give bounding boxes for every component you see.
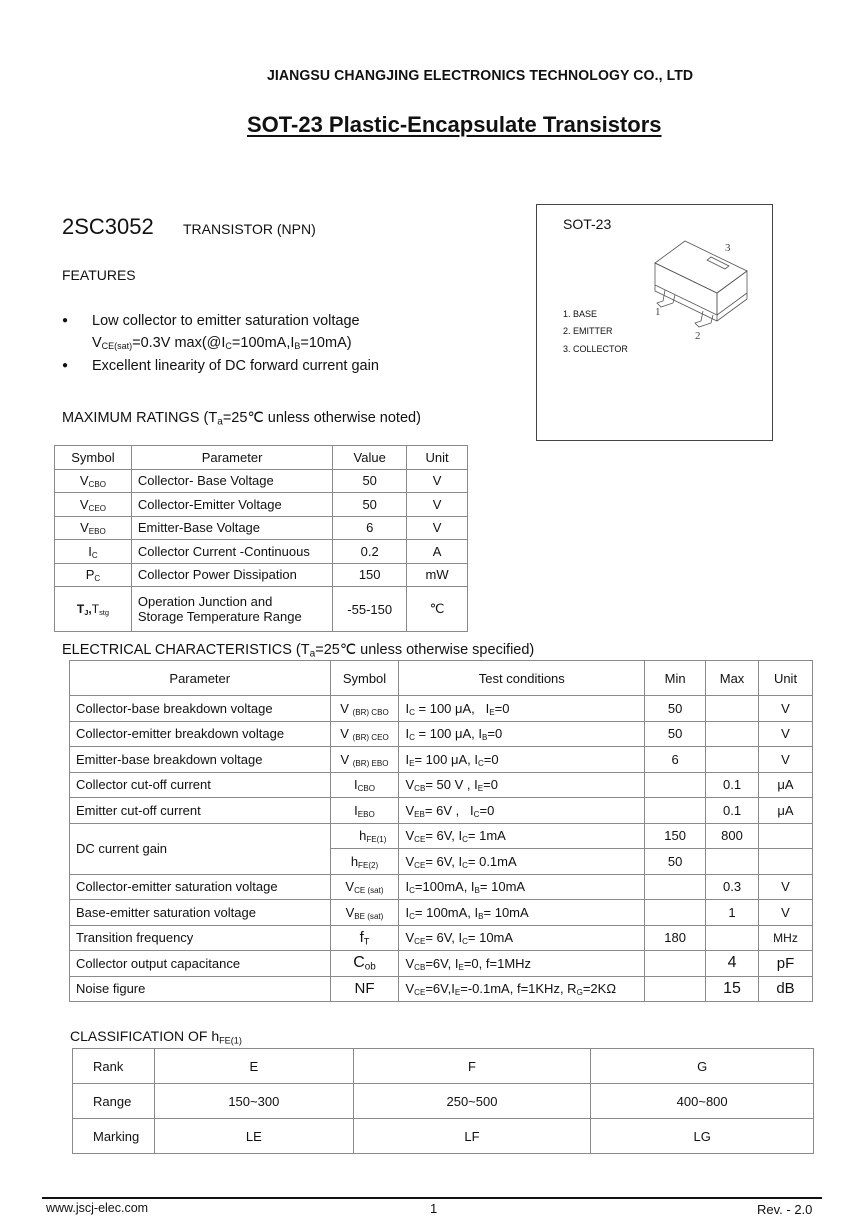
feature-item-detail: $V_{CE(sat)}=0.3V$ $\max(@I_C=100mA,I_B=10mA)$ — [92, 335, 352, 352]
unit-cell: MHz — [759, 925, 813, 951]
table-row — [73, 1119, 814, 1154]
parameter-cell: Collector output capacitance — [70, 951, 331, 977]
unit-cell: V — [759, 721, 813, 747]
unit-cell: mW — [407, 563, 468, 587]
sot23-package-icon — [637, 233, 767, 343]
parameter-cell: Collector- Base Voltage — [131, 469, 332, 493]
conditions-cell: $I_C=100mA$, $I_B= 10mA$ — [399, 874, 645, 900]
max-ratings-table — [54, 445, 468, 632]
max-cell — [706, 747, 759, 773]
col-header: Unit — [407, 446, 468, 470]
range-cell: 400~800 — [591, 1084, 814, 1119]
unit-cell: pF — [759, 951, 813, 977]
col-header: Parameter — [70, 661, 331, 696]
max-cell: 4 — [706, 951, 759, 977]
pin-3-label: 3 — [725, 242, 731, 254]
feature-item: Low collector to emitter saturation voltage — [92, 313, 360, 329]
table-row — [55, 587, 468, 632]
classification-table — [72, 1048, 814, 1154]
max-ratings-heading: MAXIMUM RATINGS ($T_a=25℃$ unless otherwise noted) — [62, 410, 421, 428]
symbol-cell: $f_T$ — [330, 925, 399, 951]
unit-cell: μA — [759, 772, 813, 798]
table-row — [73, 1049, 814, 1084]
value-cell: 50 — [333, 469, 407, 493]
col-header: Unit — [759, 661, 813, 696]
max-cell — [706, 849, 759, 875]
rank-cell: G — [591, 1049, 814, 1084]
conditions-cell: $V_{CE}= 6V$, $I_C= 0.1mA$ — [399, 849, 645, 875]
rank-cell: E — [154, 1049, 353, 1084]
part-number: 2SC3052 — [62, 214, 154, 239]
symbol-cell: $V_{CBO}$ — [55, 469, 132, 493]
conditions-cell: $V_{CE}=6V,I_E=-0.1mA$, f=1KHz, $R_G=2K\Omega$ — [399, 976, 645, 1002]
pin-base: 1. BASE — [563, 309, 598, 319]
symbol-cell: $V_{EBO}$ — [55, 516, 132, 540]
min-cell: 50 — [645, 696, 706, 722]
col-header: Symbol — [55, 446, 132, 470]
table-row — [70, 900, 813, 926]
electrical-heading: ELECTRICAL CHARACTERISTICS ($T_a=25℃$ unless otherwise specified) — [62, 642, 535, 660]
symbol-cell: $P_C$ — [55, 563, 132, 587]
parameter-cell: Collector Power Dissipation — [131, 563, 332, 587]
unit-cell: V — [407, 469, 468, 493]
max-cell — [706, 696, 759, 722]
parameter-cell: Emitter-base breakdown voltage — [70, 747, 331, 773]
conditions-cell: $I_C = 100$ μA, $I_B=0$ — [399, 721, 645, 747]
classification-heading: CLASSIFICATION OF $h_{FE(1)}$ — [70, 1028, 242, 1046]
min-cell — [645, 900, 706, 926]
table-header-row — [70, 661, 813, 696]
bullet-icon: ● — [62, 315, 69, 326]
col-header: Symbol — [330, 661, 399, 696]
table-row — [70, 747, 813, 773]
max-cell: 0.3 — [706, 874, 759, 900]
symbol-cell: V $_{(BR) CEO}$ — [330, 721, 399, 747]
min-cell: 50 — [645, 849, 706, 875]
max-cell: 15 — [706, 976, 759, 1002]
parameter-cell: Collector-base breakdown voltage — [70, 696, 331, 722]
unit-cell: V — [759, 900, 813, 926]
pin-1-label: 1 — [655, 306, 661, 318]
pin-emitter: 2. EMITTER — [563, 326, 613, 336]
parameter-cell: Operation Junction and Storage Temperature Range — [131, 587, 332, 632]
row-label: Range — [73, 1084, 155, 1119]
parameter-cell: Emitter-Base Voltage — [131, 516, 332, 540]
unit-cell: V — [759, 747, 813, 773]
value-cell: 0.2 — [333, 540, 407, 564]
row-label: Marking — [73, 1119, 155, 1154]
symbol-cell: $C_{ob}$ — [330, 951, 399, 977]
unit-cell: dB — [759, 976, 813, 1002]
unit-cell — [759, 849, 813, 875]
symbol-cell: $T_J,T_{stg}$ — [55, 587, 132, 632]
table-row — [70, 951, 813, 977]
table-row — [55, 493, 468, 517]
conditions-cell: $V_{CE}= 6V$, $I_C= 1mA$ — [399, 823, 645, 849]
package-name: SOT-23 — [563, 216, 612, 232]
company-name: JIANGSU CHANGJING ELECTRONICS TECHNOLOGY CO., LTD — [266, 68, 694, 84]
conditions-cell: $V_{CB}= 50$ V , $I_E=0$ — [399, 772, 645, 798]
symbol-cell: V $_{(BR) CBO}$ — [330, 696, 399, 722]
pin-2-label: 2 — [695, 330, 701, 342]
table-row — [73, 1084, 814, 1119]
table-row — [70, 798, 813, 824]
col-header: Value — [333, 446, 407, 470]
conditions-cell: $I_C= 100mA$, $I_B= 10mA$ — [399, 900, 645, 926]
symbol-cell: $I_{EBO}$ — [330, 798, 399, 824]
electrical-characteristics-table — [69, 660, 813, 1002]
symbol-cell: $I_C$ — [55, 540, 132, 564]
symbol-cell: $V_{BE (sat)}$ — [330, 900, 399, 926]
unit-cell: ℃ — [407, 587, 468, 632]
page-number: 1 — [430, 1201, 438, 1216]
col-header: Min — [645, 661, 706, 696]
unit-cell: μA — [759, 798, 813, 824]
range-cell: 150~300 — [154, 1084, 353, 1119]
parameter-cell: Collector-Emitter Voltage — [131, 493, 332, 517]
max-cell: 0.1 — [706, 772, 759, 798]
table-row — [55, 469, 468, 493]
table-header-row — [55, 446, 468, 470]
unit-cell: V — [759, 696, 813, 722]
min-cell — [645, 976, 706, 1002]
min-cell: 150 — [645, 823, 706, 849]
max-cell — [706, 925, 759, 951]
parameter-cell: Collector Current -Continuous — [131, 540, 332, 564]
conditions-cell: $V_{CB}=6V$, $I_E=0$, f=1MHz — [399, 951, 645, 977]
table-row — [70, 696, 813, 722]
parameter-cell: Collector-emitter saturation voltage — [70, 874, 331, 900]
parameter-cell: Collector-emitter breakdown voltage — [70, 721, 331, 747]
symbol-cell: $h_{FE(1)}$ — [330, 823, 399, 849]
package-diagram-box — [536, 204, 773, 441]
table-row — [70, 925, 813, 951]
bullet-icon: ● — [62, 360, 69, 371]
part-type: TRANSISTOR (NPN) — [183, 221, 316, 237]
unit-cell — [759, 823, 813, 849]
col-header: Max — [706, 661, 759, 696]
conditions-cell: $I_C = 100$ μA, $I_E=0$ — [399, 696, 645, 722]
parameter-cell: DC current gain — [70, 823, 331, 874]
min-cell: 180 — [645, 925, 706, 951]
parameter-cell: Collector cut-off current — [70, 772, 331, 798]
value-cell: -55-150 — [333, 587, 407, 632]
max-cell: 1 — [706, 900, 759, 926]
min-cell — [645, 798, 706, 824]
table-row — [70, 772, 813, 798]
unit-cell: V — [759, 874, 813, 900]
min-cell — [645, 951, 706, 977]
value-cell: 6 — [333, 516, 407, 540]
max-cell: 0.1 — [706, 798, 759, 824]
symbol-cell: $I_{CBO}$ — [330, 772, 399, 798]
footer-divider — [42, 1197, 822, 1199]
symbol-cell: $V_{CEO}$ — [55, 493, 132, 517]
table-row — [70, 823, 813, 849]
parameter-cell: Transition frequency — [70, 925, 331, 951]
feature-item: Excellent linearity of DC forward current gain — [92, 358, 379, 374]
symbol-cell: $V_{CE (sat)}$ — [330, 874, 399, 900]
symbol-cell: V $_{(BR) EBO}$ — [330, 747, 399, 773]
min-cell: 50 — [645, 721, 706, 747]
document-title: SOT-23 Plastic-Encapsulate Transistors — [247, 112, 662, 137]
pin-collector: 3. COLLECTOR — [563, 344, 628, 354]
features-heading: FEATURES — [62, 267, 136, 283]
min-cell: 6 — [645, 747, 706, 773]
col-header: Parameter — [131, 446, 332, 470]
col-header: Test conditions — [399, 661, 645, 696]
revision-label: Rev. - 2.0 — [757, 1202, 813, 1217]
table-row — [55, 563, 468, 587]
value-cell: 150 — [333, 563, 407, 587]
table-row — [70, 874, 813, 900]
table-row — [55, 516, 468, 540]
conditions-cell: $V_{CE}= 6V$, $I_C= 10mA$ — [399, 925, 645, 951]
value-cell: 50 — [333, 493, 407, 517]
max-cell: 800 — [706, 823, 759, 849]
table-row — [55, 540, 468, 564]
row-label: Rank — [73, 1049, 155, 1084]
conditions-cell: $V_{EB}= 6V$ , $I_C=0$ — [399, 798, 645, 824]
footer-website-link[interactable]: www.jscj-elec.com — [46, 1201, 149, 1215]
table-row — [70, 721, 813, 747]
marking-cell: LE — [154, 1119, 353, 1154]
table-row — [70, 976, 813, 1002]
conditions-cell: $I_E= 100$ μA, $I_C=0$ — [399, 747, 645, 773]
unit-cell: V — [407, 516, 468, 540]
min-cell — [645, 874, 706, 900]
parameter-cell: Emitter cut-off current — [70, 798, 331, 824]
min-cell — [645, 772, 706, 798]
symbol-cell: $h_{FE(2)}$ — [330, 849, 399, 875]
max-cell — [706, 721, 759, 747]
range-cell: 250~500 — [353, 1084, 591, 1119]
symbol-cell: NF — [330, 976, 399, 1002]
unit-cell: A — [407, 540, 468, 564]
parameter-cell: Noise figure — [70, 976, 331, 1002]
unit-cell: V — [407, 493, 468, 517]
marking-cell: LF — [353, 1119, 591, 1154]
parameter-cell: Base-emitter saturation voltage — [70, 900, 331, 926]
rank-cell: F — [353, 1049, 591, 1084]
marking-cell: LG — [591, 1119, 814, 1154]
